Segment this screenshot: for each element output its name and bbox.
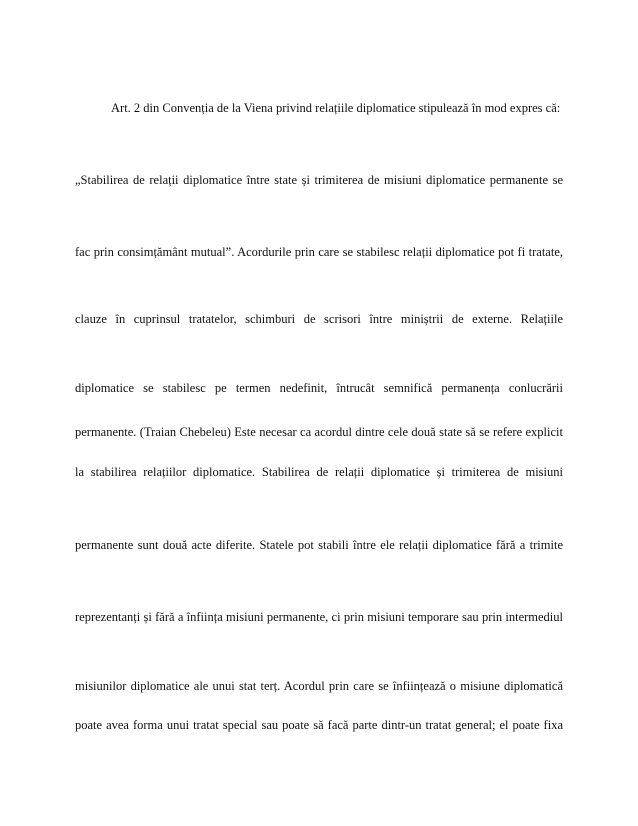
text-line-7: la stabilirea relațiilor diplomatice. Stabilirea de relații diplomatice și trimiterea de misiuni [75,465,563,479]
text-line-6: permanente. (Traian Chebeleu) Este necesar ca acordul dintre cele două state să se refere explicit [75,425,563,439]
text-line-3: fac prin consimțământ mutual”. Acordurile prin care se stabilesc relații diplomatice pot fi tratate, [75,245,563,259]
text-line-11: poate avea forma unui tratat special sau poate să facă parte dintr-un tratat general; el poate fixa [75,718,563,732]
text-line-9: reprezentanți și fără a înființa misiuni permanente, ci prin misiuni temporare sau prin intermediul [75,610,563,624]
text-line-1: Art. 2 din Convenția de la Viena privind relațiile diplomatice stipulează în mod expres că: [111,101,561,115]
text-line-5: diplomatice se stabilesc pe termen nedefinit, întrucât semnifică permanența conlucrării [75,381,563,395]
text-line-8: permanente sunt două acte diferite. Statele pot stabili între ele relații diplomatice fără a trimite [75,538,563,552]
text-line-10: misiunilor diplomatice ale unui stat terț. Acordul prin care se înființează o misiune diplomatică [75,679,563,693]
text-line-4: clauze în cuprinsul tratatelor, schimburi de scrisori între miniștrii de externe. Relațiile [75,312,563,326]
text-line-2: „Stabilirea de relații diplomatice între state și trimiterea de misiuni diplomatice permanente se [75,173,563,187]
